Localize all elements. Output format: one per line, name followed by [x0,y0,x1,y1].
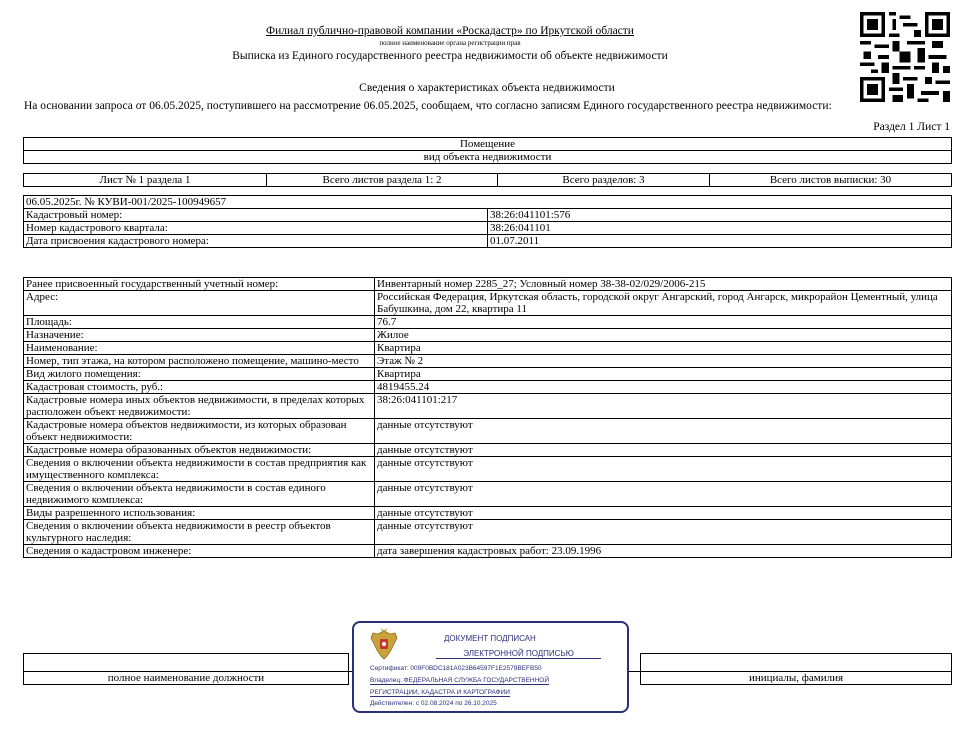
cadastral-number: 38:26:041101:576 [488,209,952,222]
row-label: Кадастровая стоимость, руб.: [24,381,375,394]
row-label: Вид жилого помещения: [24,368,375,381]
row-label: Адрес: [24,291,375,316]
document-subtitle: Сведения о характеристиках объекта недвижимости [359,82,615,94]
basis-text: На основании запроса от 06.05.2025, поступившего на рассмотрение 06.05.2025, сообщаем, что согласно записям Единого государственного реестра недвижимости: [24,100,832,112]
name-field [641,654,952,672]
row-label: Наименование: [24,342,375,355]
row-label: Сведения о включении объекта недвижимости в реестр объектов культурного наследия: [24,520,375,545]
assignment-date: 01.07.2011 [488,235,952,248]
row-value: данные отсутствуют [375,444,952,457]
row-value: Квартира [375,342,952,355]
row-value: данные отсутствуют [375,419,952,444]
row-value: 38:26:041101:217 [375,394,952,419]
row-label: Кадастровые номера образованных объектов недвижимости: [24,444,375,457]
row-label: Виды разрешенного использования: [24,507,375,520]
name-caption: инициалы, фамилия [641,672,952,685]
table-row [24,291,952,316]
row-value: дата завершения кадастровых работ: 23.09.1996 [375,545,952,558]
position-field [24,654,349,672]
row-label: Номер кадастрового квартала: [24,222,488,235]
stamp-owner2: РЕГИСТРАЦИИ, КАДАСТРА И КАРТОГРАФИИ [370,689,510,696]
row-value: Квартира [375,368,952,381]
table-row [24,329,952,342]
row-label: Сведения о кадастровом инженере: [24,545,375,558]
row-value: Инвентарный номер 2285_27; Условный номер 38-38-02/029/2006-215 [375,278,952,291]
row-value: 4819455.24 [375,381,952,394]
row-label: Сведения о включении объекта недвижимости в состав единого недвижимого комплекса: [24,482,375,507]
table-row [24,507,952,520]
stamp-validity: Действителен: с 02.08.2024 по 26.10.2025 [370,700,497,707]
object-type-table [23,137,952,164]
stamp-line2: ЭЛЕКТРОННОЙ ПОДПИСЬЮ [436,649,601,659]
table-row [24,342,952,355]
row-label: Ранее присвоенный государственный учетный номер: [24,278,375,291]
total-sheets-extract: Всего листов выписки: 30 [710,174,952,187]
object-type-caption: вид объекта недвижимости [24,151,952,164]
table-row [24,545,952,558]
organization-name: Филиал публично-правовой компании «Роскадастр» по Иркутской области [266,25,634,37]
table-row [24,278,952,291]
row-label: Сведения о включении объекта недвижимости в состав предприятия как имущественного комплекса: [24,457,375,482]
stamp-certificate: Сертификат: 009F0BDC181A023B64597F1E2579BEFB50 [370,665,542,672]
document-title: Выписка из Единого государственного реестра недвижимости об объекте недвижимости [232,50,668,62]
row-value: 76.7 [375,316,952,329]
table-row [24,457,952,482]
document-number: 06.05.2025г. № КУВИ-001/2025-100949657 [24,196,952,209]
row-value: Жилое [375,329,952,342]
organization-caption: полное наименование органа регистрации прав [379,39,521,47]
section-sheet: Раздел 1 Лист 1 [873,121,950,133]
table-row [24,444,952,457]
table-row [24,368,952,381]
cadastral-table [23,195,952,248]
sheets-in-section: Всего листов раздела 1: 2 [267,174,498,187]
object-type: Помещение [24,138,952,151]
table-row [24,381,952,394]
row-label: Дата присвоения кадастрового номера: [24,235,488,248]
table-row [24,482,952,507]
details-table [23,277,952,558]
row-value: Российская Федерация, Иркутская область, городской округ Ангарский, город Ангарск, микрорайон Цементный, улица Бабушкина, дом 22, квартира 11 [375,291,952,316]
table-row [24,209,952,222]
table-row [24,235,952,248]
position-caption: полное наименование должности [24,672,349,685]
row-value: данные отсутствуют [375,520,952,545]
row-value: данные отсутствуют [375,507,952,520]
sheet-number: Лист № 1 раздела 1 [24,174,267,187]
table-row [24,222,952,235]
stamp-owner: Владелец: ФЕДЕРАЛЬНАЯ СЛУЖБА ГОСУДАРСТВЕННОЙ [370,677,550,684]
row-label: Площадь: [24,316,375,329]
total-sections: Всего разделов: 3 [498,174,710,187]
cadastral-quarter: 38:26:041101 [488,222,952,235]
coat-of-arms-icon [368,628,400,662]
qr-code-icon [860,12,950,102]
electronic-signature-stamp [352,621,629,713]
table-row [24,394,952,419]
row-value: Этаж № 2 [375,355,952,368]
row-label: Номер, тип этажа, на котором расположено помещение, машино-место [24,355,375,368]
table-row [24,316,952,329]
stamp-line1: ДОКУМЕНТ ПОДПИСАН [444,634,536,643]
table-row [24,419,952,444]
table-row [24,355,952,368]
row-label: Кадастровый номер: [24,209,488,222]
table-row [24,520,952,545]
row-value: данные отсутствуют [375,457,952,482]
sheet-info-table [23,173,952,187]
row-label: Назначение: [24,329,375,342]
row-label: Кадастровые номера иных объектов недвижимости, в пределах которых расположен объект недвижимости: [24,394,375,419]
row-value: данные отсутствуют [375,482,952,507]
row-label: Кадастровые номера объектов недвижимости, из которых образован объект недвижимости: [24,419,375,444]
